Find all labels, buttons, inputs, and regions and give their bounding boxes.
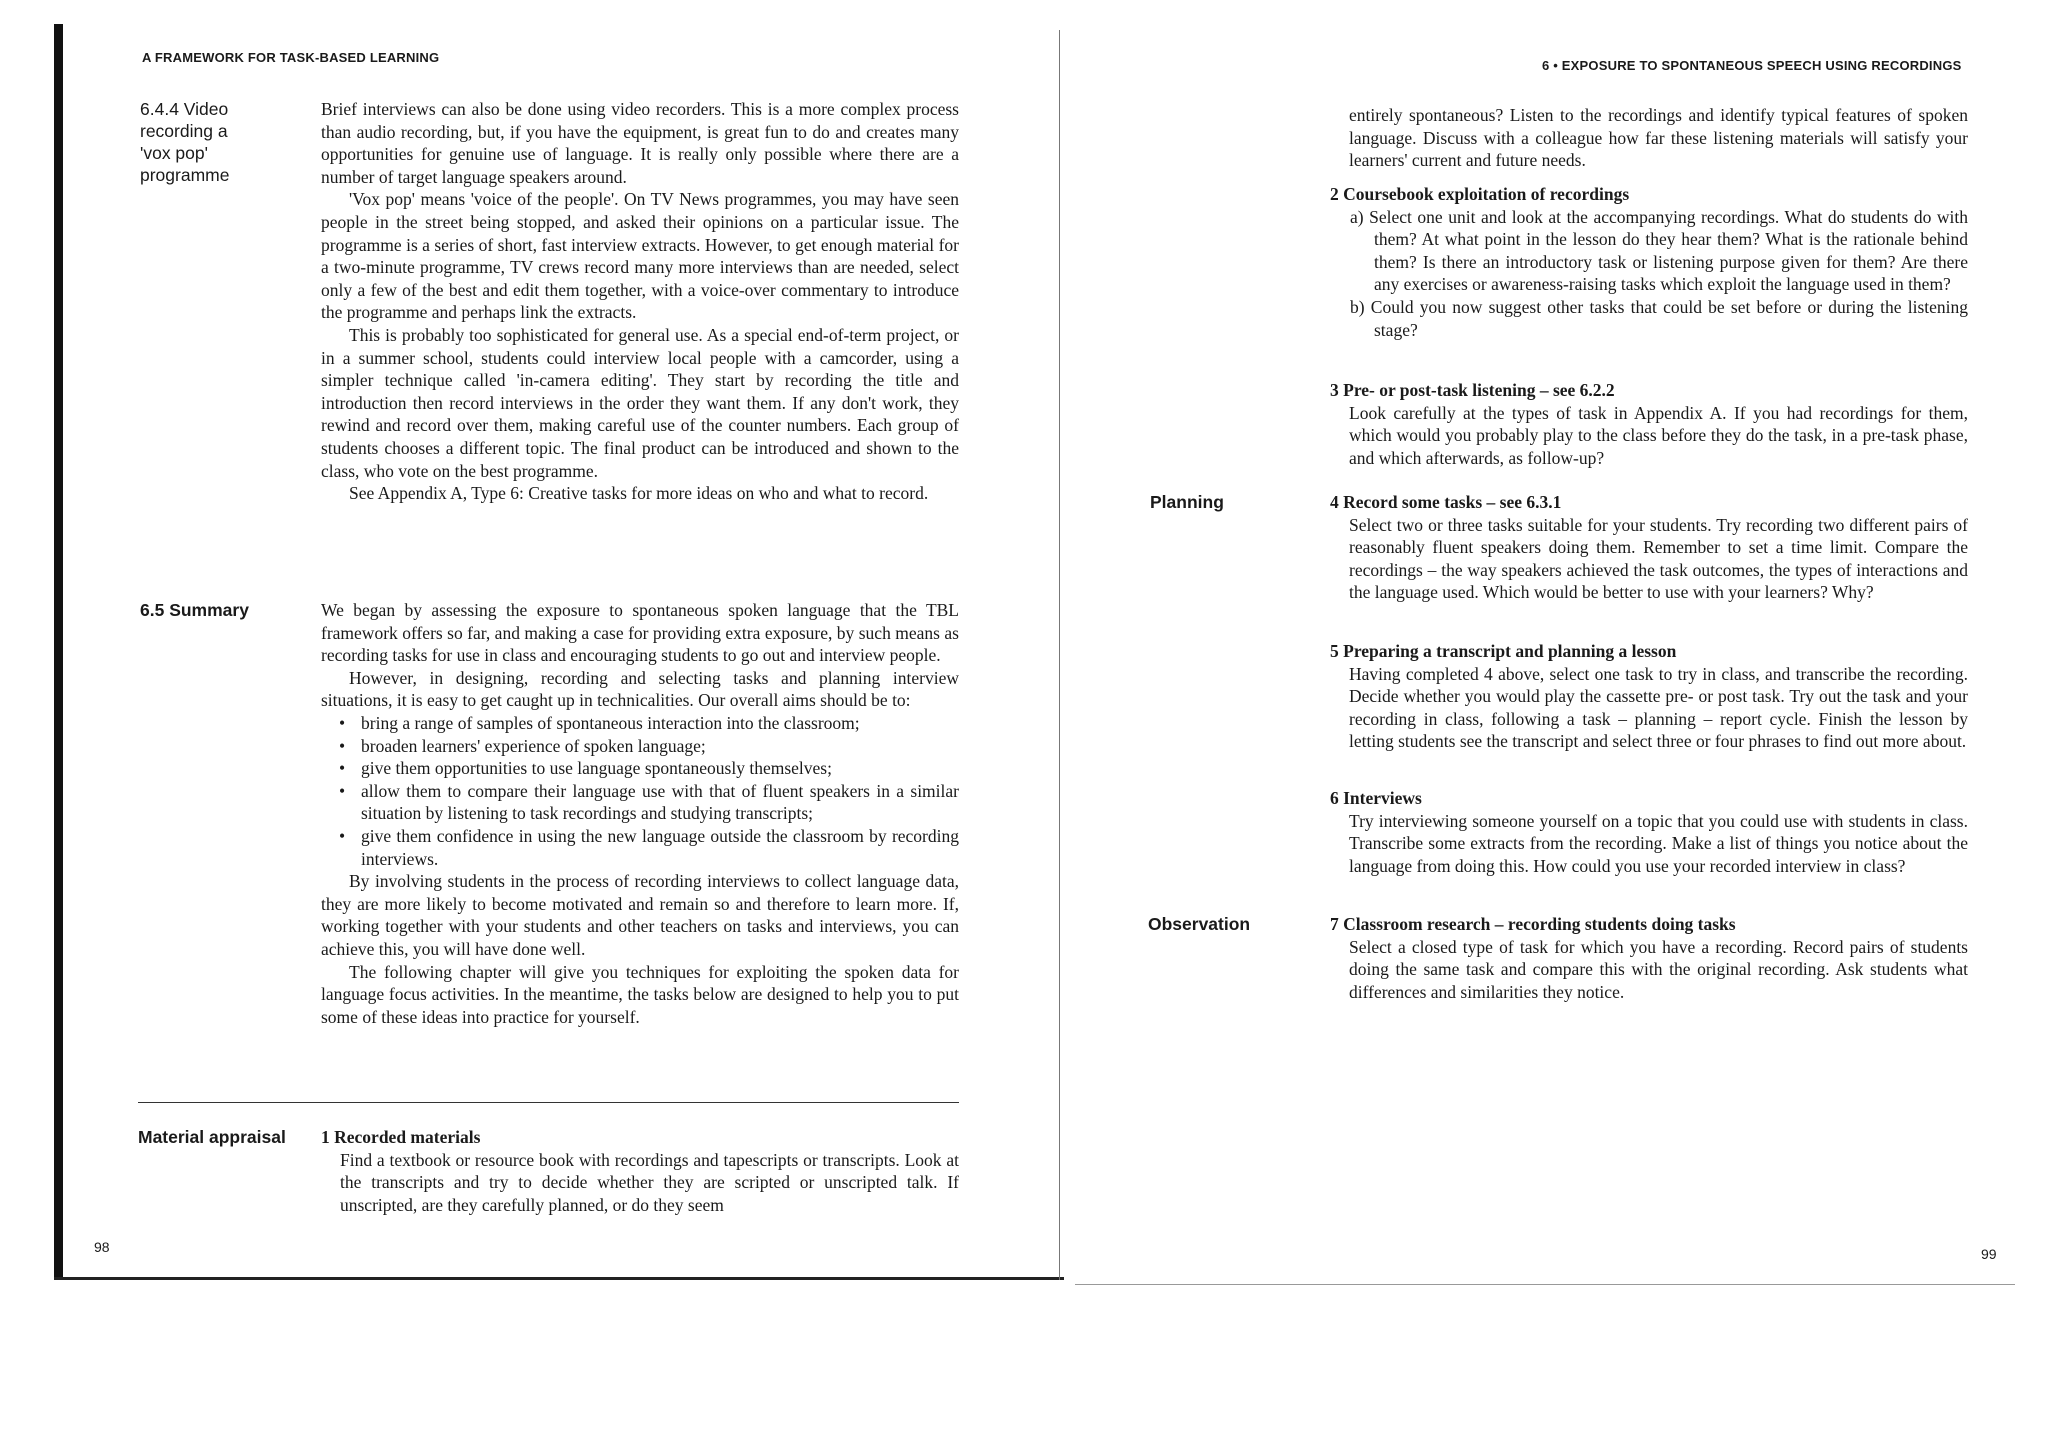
list-item: • give them confidence in using the new language outside the classroom by recording interviews. (361, 825, 959, 870)
section-65-body (321, 599, 959, 1028)
book-gutter (1059, 30, 1060, 1280)
section-65-heading: 6.5 Summary (140, 600, 249, 620)
paragraph: Brief interviews can also be done using video recorders. This is a more complex process than audio recording, but, if you have the equipment, is great fun to do and creates many opportunities for genuine use of language. It is really only possible where there are a number of target language speakers around. (321, 99, 959, 187)
page-edge-bar (54, 24, 63, 1279)
task-body: Select a closed type of task for which you have a recording. Record pairs of students doing the same task and compare this with the original recording. Ask students what differences and similarities they notice. (1349, 936, 1968, 1002)
left-running-head: A FRAMEWORK FOR TASK-BASED LEARNING (142, 50, 440, 65)
task-body: entirely spontaneous? Listen to the recordings and identify typical features of spoken language. Discuss with a colleague how far these listening materials will satisfy your learners' current and future needs. (1349, 105, 1968, 171)
task-1 (321, 1126, 959, 1216)
task-5 (1330, 640, 1968, 753)
left-page-number: 98 (94, 1239, 110, 1255)
task-body: Having completed 4 above, select one task to try in class, and transcribe the recording. Decide whether you would play the cassette pre- or post task. Try out the task and your recording in class, following a task – planning – report cycle. Finish the lesson by letting students see the transcript and select three or four phrases to find out more about. (1349, 663, 1968, 752)
page-bottom-rule (54, 1277, 1064, 1280)
task-title: 1 Recorded materials (321, 1127, 481, 1147)
paragraph: By involving students in the process of recording interviews to collect language data, they are more likely to become motivated and remain so and therefore to learn more. If, working together with your students and other teachers on tasks and interviews, you can achieve this, you will have done well. (321, 871, 959, 959)
list-item: • give them opportunities to use language spontaneously themselves; (361, 757, 959, 780)
task-title: 4 Record some tasks – see 6.3.1 (1330, 492, 1562, 512)
observation-label: Observation (1148, 914, 1251, 934)
right-page-number: 99 (1981, 1246, 1997, 1262)
paragraph: See Appendix A, Type 6: Creative tasks for more ideas on who and what to record. (349, 483, 929, 504)
task-body: Try interviewing someone yourself on a topic that you could use with students in class. Transcribe some extracts from the recording. Make a list of things you notice about the language from doing this. How could you use your recorded interview in class? (1349, 810, 1968, 876)
task-body: Look carefully at the types of task in Appendix A. If you had recordings for them, which would you probably play to the class before they do the task, in a pre-task phase, and which afterwards, as follow-up? (1349, 402, 1968, 468)
list-item: • broaden learners' experience of spoken language; (361, 735, 959, 758)
task-6 (1330, 787, 1968, 877)
page-bottom-rule-right (1075, 1284, 2015, 1285)
right-running-head: 6 • EXPOSURE TO SPONTANEOUS SPEECH USING RECORDINGS (1542, 58, 1962, 73)
section-644-heading: 6.4.4 Video recording a 'vox pop' programme (140, 99, 230, 185)
task-item-a: a) Select one unit and look at the accompanying recordings. What do students do with them? At what point in the lesson do they hear them? What is the rationale behind them? Is there an introductory task or listening purpose given for them? Are there any exercises or awareness-raising tasks which exploit the language used in them? (1350, 206, 1968, 295)
paragraph: 'Vox pop' means 'voice of the people'. On TV News programmes, you may have seen people in the street being stopped, and asked their opinions on a particular issue. The programme is a series of short, fast interview extracts. However, to get enough material for a two-minute programme, TV crews record many more interviews than are needed, select only a few of the best and edit them together, with a voice-over commentary to introduce the programme and perhaps link the extracts. (321, 189, 959, 323)
paragraph: This is probably too sophisticated for general use. As a special end-of-term project, or in a summer school, students could interview local people with a camcorder, using a simpler technique called 'in-camera editing'. They start by recording the title and introduction then record interviews in the order they want them. If any don't work, they rewind and record over them, making careful use of the counter numbers. Each group of students chooses a different topic. The final product can be introduced and shown to the class, who vote on the best programme. (321, 324, 959, 481)
section-divider (138, 1102, 959, 1103)
list-item: • bring a range of samples of spontaneous interaction into the classroom; (361, 712, 959, 735)
task-4 (1330, 491, 1968, 604)
aims-list (321, 712, 959, 870)
planning-label: Planning (1150, 492, 1224, 512)
task-body: Select two or three tasks suitable for your students. Try recording two different pairs of reasonably fluent speakers doing them. Remember to set a time limit. Compare the recordings – the way speakers achieved the task outcomes, the types of interactions and the language used. Which would be better to use with your learners? Why? (1349, 514, 1968, 603)
task-item-b: b) Could you now suggest other tasks that could be set before or during the listening stage? (1350, 296, 1968, 340)
material-appraisal-label: Material appraisal (138, 1127, 286, 1147)
task-3 (1330, 379, 1968, 469)
task-7 (1330, 913, 1968, 1003)
task-title: 2 Coursebook exploitation of recordings (1330, 184, 1630, 204)
task-body: Find a textbook or resource book with recordings and tapescripts or transcripts. Look at the transcripts and try to decide whether they are scripted or unscripted talk. If unscripted, are they carefully planned, or do they seem (340, 1149, 959, 1215)
list-item: • allow them to compare their language use with that of fluent speakers in a similar situation by listening to task recordings and studying transcripts; (361, 780, 959, 825)
task-title: 7 Classroom research – recording students doing tasks (1330, 914, 1736, 934)
paragraph: The following chapter will give you techniques for exploiting the spoken data for language focus activities. In the meantime, the tasks below are designed to help you to put some of these ideas into practice for yourself. (321, 961, 959, 1027)
task-title: 6 Interviews (1330, 788, 1422, 808)
continuation-text (1330, 104, 1968, 172)
task-title: 5 Preparing a transcript and planning a lesson (1330, 641, 1677, 661)
task-2 (1330, 183, 1968, 341)
task-title: 3 Pre- or post-task listening – see 6.2.2 (1330, 380, 1615, 400)
paragraph: However, in designing, recording and selecting tasks and planning interview situations, it is easy to get caught up in technicalities. Our overall aims should be to: (321, 667, 959, 711)
paragraph: We began by assessing the exposure to spontaneous spoken language that the TBL framework offers so far, and making a case for providing extra exposure, by such means as recording tasks for use in class and encouraging students to go out and interview people. (321, 600, 959, 666)
section-644-body (321, 98, 959, 505)
